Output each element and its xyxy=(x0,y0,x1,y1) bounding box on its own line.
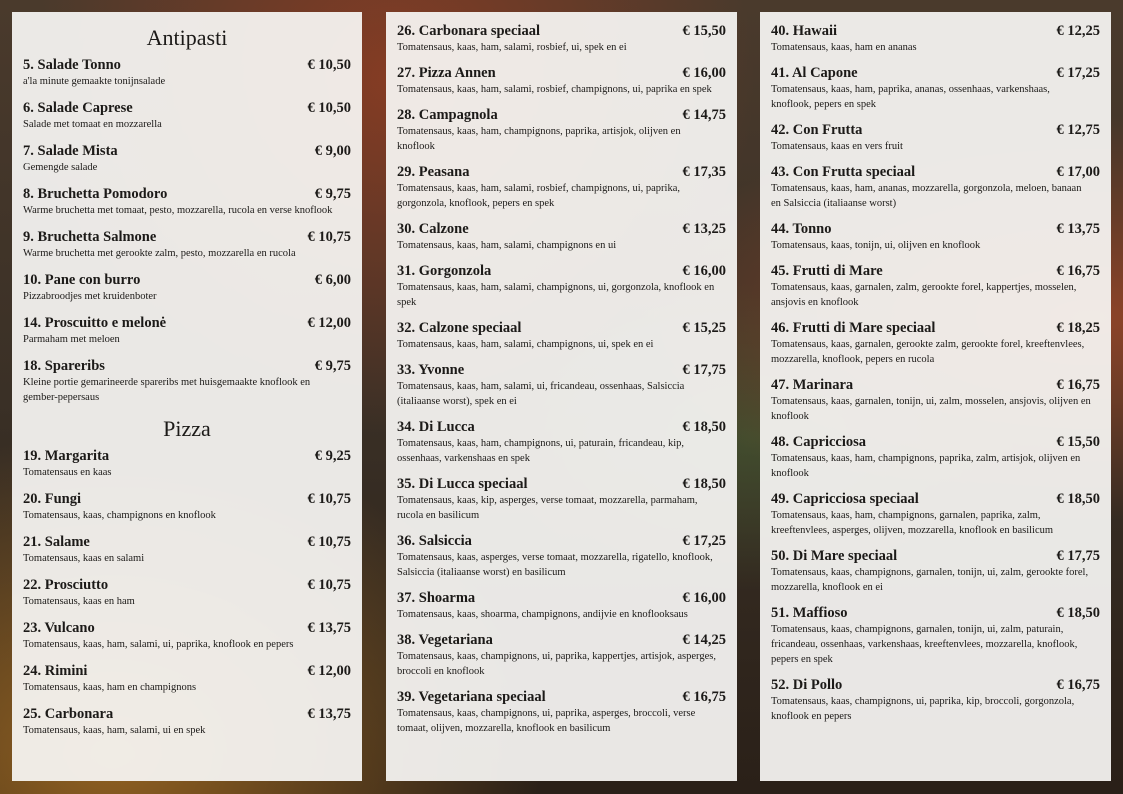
menu-item-description: Tomatensaus, kaas, kip, asperges, verse tomaat, mozzarella, parmaham, rucola en basilicum xyxy=(397,495,698,521)
menu-item-description: Tomatensaus, kaas, asperges, verse tomaat, mozzarella, rigatello, knoflook, Salsiccia (italiaanse worst) en basilicum xyxy=(397,552,713,578)
menu-item-description: Tomatensaus, kaas, tonijn, ui, olijven en knoflook xyxy=(771,240,981,251)
menu-item-description: Tomatensaus, kaas, champignons, garnalen, tonijn, ui, zalm, paturain, fricandeau, ossenhaas, varkenshaas, kreeftenvlees, mozzarella, knoflook, pepers en spek xyxy=(771,624,1078,665)
menu-item-header xyxy=(397,64,726,82)
menu-item-name: 14. Proscuitto e melonė xyxy=(23,315,167,331)
menu-item-header xyxy=(23,271,351,289)
menu-item-name: 9. Bruchetta Salmone xyxy=(23,229,157,245)
menu-item-header xyxy=(771,64,1100,82)
menu-item xyxy=(23,99,351,132)
menu-item-price: € 13,75 xyxy=(307,620,351,636)
menu-item-description: Tomatensaus, kaas, ham, salami, champignons, ui, gorgonzola, knoflook en spek xyxy=(397,282,715,308)
menu-item-name: 18. Spareribs xyxy=(23,358,105,374)
menu-item-header xyxy=(23,185,351,203)
menu-item xyxy=(397,418,726,466)
menu-item-description: Tomatensaus, kaas, shoarma, champignons, andijvie en knoflooksaus xyxy=(397,609,688,620)
menu-item-price: € 17,75 xyxy=(682,362,726,378)
menu-item-description: Tomatensaus, kaas, champignons en knoflook xyxy=(23,510,216,521)
menu-item xyxy=(397,532,726,580)
menu-item-name: 46. Frutti di Mare speciaal xyxy=(771,320,936,336)
menu-item xyxy=(771,433,1100,481)
menu-item-name: 24. Rimini xyxy=(23,663,88,679)
menu-panel-right xyxy=(760,12,1111,781)
menu-item-description: Tomatensaus, kaas, ham, salami, rosbief, ui, spek en ei xyxy=(397,42,627,53)
menu-item-price: € 15,50 xyxy=(1056,434,1100,450)
menu-item-header xyxy=(23,314,351,332)
menu-item-description: Tomatensaus, kaas, ham en ananas xyxy=(771,42,917,53)
menu-item xyxy=(23,662,351,695)
menu-item-description: Tomatensaus, kaas, champignons, ui, paprika, kappertjes, artisjok, asperges, broccoli en knoflook xyxy=(397,651,716,677)
menu-item xyxy=(397,106,726,154)
menu-item xyxy=(397,475,726,523)
menu-item-price: € 16,75 xyxy=(1056,263,1100,279)
menu-item-price: € 15,25 xyxy=(682,320,726,336)
menu-item-header xyxy=(23,619,351,637)
menu-item-description: Tomatensaus, kaas, ham, paprika, ananas, ossenhaas, varkenshaas, knoflook, pepers en spek xyxy=(771,84,1050,110)
menu-item-name: 7. Salade Mista xyxy=(23,143,118,159)
menu-item-description: Tomatensaus, kaas, ham, salami, champignons en ui xyxy=(397,240,617,251)
menu-item-name: 39. Vegetariana speciaal xyxy=(397,689,546,705)
menu-item-header xyxy=(397,361,726,379)
menu-item-name: 32. Calzone speciaal xyxy=(397,320,522,336)
menu-item-name: 49. Capricciosa speciaal xyxy=(771,491,919,507)
section-antipasti xyxy=(23,24,351,405)
item-list xyxy=(23,447,351,738)
menu-item-description: Tomatensaus, kaas, champignons, garnalen, tonijn, ui, zalm, gerookte forel, mozzarella, knoflook en ei xyxy=(771,567,1089,593)
menu-item xyxy=(23,619,351,652)
menu-item-price: € 16,00 xyxy=(682,65,726,81)
menu-item-header xyxy=(397,22,726,40)
menu-item-description: Warme bruchetta met tomaat, pesto, mozzarella, rucola en verse knoflook xyxy=(23,205,333,216)
menu-item xyxy=(771,64,1100,112)
menu-item xyxy=(771,376,1100,424)
menu-item-name: 28. Campagnola xyxy=(397,107,498,123)
menu-item-header xyxy=(23,228,351,246)
menu-item xyxy=(23,447,351,480)
menu-item-description: Tomatensaus, kaas, ham, champignons, paprika, zalm, artisjok, olijven en knoflook xyxy=(771,453,1081,479)
menu-item-price: € 9,25 xyxy=(314,448,351,464)
item-list xyxy=(771,22,1100,724)
menu-item xyxy=(771,547,1100,595)
menu-item-header xyxy=(23,99,351,117)
menu-item-description: Tomatensaus, kaas, ham en champignons xyxy=(23,682,197,693)
menu-item-name: 45. Frutti di Mare xyxy=(771,263,883,279)
menu-item xyxy=(397,64,726,97)
menu-item-header xyxy=(771,319,1100,337)
menu-item-description: Parmaham met meloen xyxy=(23,334,120,345)
menu-item xyxy=(23,576,351,609)
menu-item xyxy=(771,490,1100,538)
menu-item-description: Tomatensaus, kaas, garnalen, gerookte zalm, gerookte forel, kreeftenvlees, mozzarella, knoflook, pepers en rucola xyxy=(771,339,1085,365)
menu-item-name: 40. Hawaii xyxy=(771,23,838,39)
menu-item xyxy=(23,314,351,347)
menu-item xyxy=(23,705,351,738)
menu-item xyxy=(397,163,726,211)
menu-item-header xyxy=(771,676,1100,694)
menu-item xyxy=(23,142,351,175)
menu-item-price: € 12,75 xyxy=(1056,122,1100,138)
menu-item-price: € 12,00 xyxy=(307,663,351,679)
menu-item-header xyxy=(397,589,726,607)
menu-item-price: € 12,25 xyxy=(1056,23,1100,39)
menu-item-price: € 17,75 xyxy=(1056,548,1100,564)
section-title: Antipasti xyxy=(146,25,228,50)
menu-item-description: Tomatensaus, kaas, ham, salami, rosbief, champignons, ui, paprika, gorgonzola, knoflook, pepers en spek xyxy=(397,183,680,209)
menu-item xyxy=(771,319,1100,367)
menu-item-header xyxy=(771,220,1100,238)
menu-item-name: 41. Al Capone xyxy=(771,65,858,81)
menu-item xyxy=(397,589,726,622)
menu-item-header xyxy=(397,319,726,337)
menu-item xyxy=(771,22,1100,55)
menu-item xyxy=(397,688,726,736)
menu-item xyxy=(23,533,351,566)
menu-item-description: Kleine portie gemarineerde spareribs met huisgemaakte knoflook en gember-pepersaus xyxy=(23,377,311,403)
menu-item-name: 5. Salade Tonno xyxy=(23,57,121,73)
menu-item-description: Tomatensaus, kaas, ham, salami, rosbief, champignons, ui, paprika en spek xyxy=(397,84,712,95)
menu-item-description: Tomatensaus, kaas, ham, salami, champignons, ui, spek en ei xyxy=(397,339,654,350)
menu-item-price: € 14,25 xyxy=(682,632,726,648)
menu-item-header xyxy=(397,631,726,649)
menu-item-header xyxy=(23,357,351,375)
menu-item-name: 6. Salade Caprese xyxy=(23,100,133,116)
menu-item-description: Tomatensaus, kaas en vers fruit xyxy=(771,141,903,152)
menu-item-header xyxy=(23,447,351,465)
menu-item-header xyxy=(23,576,351,594)
menu-item-header xyxy=(771,376,1100,394)
menu-item-price: € 17,35 xyxy=(682,164,726,180)
menu-item-price: € 10,50 xyxy=(307,100,351,116)
menu-item-price: € 14,75 xyxy=(682,107,726,123)
menu-item xyxy=(23,357,351,405)
menu-item-description: Tomatensaus, kaas, garnalen, zalm, gerookte forel, kappertjes, mosselen, ansjovis en knoflook xyxy=(771,282,1077,308)
menu-item-description: Tomatensaus, kaas, champignons, ui, paprika, kip, broccoli, gorgonzola, knoflook en pepers xyxy=(771,696,1075,722)
menu-item-name: 20. Fungi xyxy=(23,491,82,507)
menu-item-header xyxy=(23,533,351,551)
menu-item-price: € 9,75 xyxy=(314,186,351,202)
menu-item xyxy=(771,220,1100,253)
menu-item-description: Gemengde salade xyxy=(23,162,98,173)
menu-item-price: € 16,00 xyxy=(682,590,726,606)
menu-item-header xyxy=(23,56,351,74)
menu-item-name: 8. Bruchetta Pomodoro xyxy=(23,186,168,202)
menu-item-header xyxy=(397,220,726,238)
menu-item-description: Tomatensaus, kaas en salami xyxy=(23,553,145,564)
menu-item-name: 44. Tonno xyxy=(771,221,832,237)
menu-item-price: € 13,25 xyxy=(682,221,726,237)
menu-item-price: € 17,25 xyxy=(1056,65,1100,81)
item-list xyxy=(23,56,351,405)
menu-item-name: 10. Pane con burro xyxy=(23,272,141,288)
menu-item-name: 37. Shoarma xyxy=(397,590,476,606)
menu-item-header xyxy=(771,121,1100,139)
menu-item-description: Tomatensaus, kaas, ham, salami, ui, fricandeau, ossenhaas, Salsiccia (italiaanse worst), spek en ei xyxy=(397,381,685,407)
menu-item-price: € 10,75 xyxy=(307,491,351,507)
menu-item-price: € 10,75 xyxy=(307,577,351,593)
menu-item-name: 34. Di Lucca xyxy=(397,419,475,435)
menu-item-price: € 17,00 xyxy=(1056,164,1100,180)
menu-item-name: 21. Salame xyxy=(23,534,90,550)
menu-item-name: 51. Maffioso xyxy=(771,605,848,621)
menu-item xyxy=(397,22,726,55)
menu-item-description: Tomatensaus, kaas, ham, ananas, mozzarella, gorgonzola, meloen, banaan en Salsiccia (italiaanse worst) xyxy=(771,183,1082,209)
menu-item-header xyxy=(23,490,351,508)
menu-item-price: € 15,50 xyxy=(682,23,726,39)
menu-item-price: € 17,25 xyxy=(682,533,726,549)
menu-item-price: € 16,75 xyxy=(1056,677,1100,693)
menu-item-description: Tomatensaus, kaas, ham, salami, ui, paprika, knoflook en pepers xyxy=(23,639,294,650)
menu-item-header xyxy=(397,163,726,181)
menu-item-description: Tomatensaus, kaas, ham, champignons, paprika, artisjok, olijven en knoflook xyxy=(397,126,681,152)
menu-item-price: € 10,50 xyxy=(307,57,351,73)
menu-item xyxy=(771,121,1100,154)
menu-item-name: 42. Con Frutta xyxy=(771,122,863,138)
menu-item-description: Tomatensaus, kaas, ham, salami, ui en spek xyxy=(23,725,206,736)
menu-item-header xyxy=(771,547,1100,565)
menu-item-price: € 18,50 xyxy=(1056,605,1100,621)
section-title: Pizza xyxy=(163,416,211,441)
menu-item-header xyxy=(397,475,726,493)
menu-item-description: a'la minute gemaakte tonijnsalade xyxy=(23,76,166,87)
menu-item-price: € 18,50 xyxy=(682,476,726,492)
menu-item-price: € 16,00 xyxy=(682,263,726,279)
menu-item-price: € 9,00 xyxy=(314,143,351,159)
menu-item-name: 35. Di Lucca speciaal xyxy=(397,476,528,492)
menu-item xyxy=(397,361,726,409)
menu-item-header xyxy=(23,142,351,160)
menu-item xyxy=(397,220,726,253)
menu-item-name: 38. Vegetariana xyxy=(397,632,493,648)
menu-item-name: 19. Margarita xyxy=(23,448,110,464)
menu-item-header xyxy=(771,262,1100,280)
menu-item-price: € 16,75 xyxy=(1056,377,1100,393)
menu-panel-left xyxy=(12,12,362,781)
menu-item-name: 50. Di Mare speciaal xyxy=(771,548,898,564)
menu-item-header xyxy=(397,418,726,436)
menu-item-description: Salade met tomaat en mozzarella xyxy=(23,119,162,130)
menu-item-header xyxy=(771,490,1100,508)
menu-item xyxy=(397,319,726,352)
menu-item-description: Pizzabroodjes met kruidenboter xyxy=(23,291,157,302)
menu-item-name: 33. Yvonne xyxy=(397,362,465,378)
menu-item-header xyxy=(397,532,726,550)
menu-item-price: € 6,00 xyxy=(314,272,351,288)
menu-item xyxy=(771,262,1100,310)
menu-item-name: 43. Con Frutta speciaal xyxy=(771,164,916,180)
menu-item xyxy=(771,163,1100,211)
menu-item-name: 52. Di Pollo xyxy=(771,677,843,693)
menu-item xyxy=(23,56,351,89)
menu-item xyxy=(397,631,726,679)
menu-item-price: € 16,75 xyxy=(682,689,726,705)
menu-item-header xyxy=(23,705,351,723)
menu-item xyxy=(397,262,726,310)
menu-item-price: € 18,50 xyxy=(1056,491,1100,507)
menu-item-header xyxy=(397,688,726,706)
menu-item-description: Tomatensaus, kaas, champignons, ui, paprika, asperges, broccoli, verse tomaat, olijven, mozzarella, knoflook en basilicum xyxy=(397,708,696,734)
menu-item-price: € 13,75 xyxy=(1056,221,1100,237)
menu-item-name: 22. Prosciutto xyxy=(23,577,109,593)
menu-item-description: Warme bruchetta met gerookte zalm, pesto, mozzarella en rucola xyxy=(23,248,296,259)
menu-item-name: 48. Capricciosa xyxy=(771,434,867,450)
menu-item-name: 29. Peasana xyxy=(397,164,470,180)
menu-item-name: 23. Vulcano xyxy=(23,620,95,636)
menu-item-name: 25. Carbonara xyxy=(23,706,114,722)
menu-item-name: 30. Calzone xyxy=(397,221,469,237)
menu-item-description: Tomatensaus, kaas, garnalen, tonijn, ui, zalm, mosselen, ansjovis, olijven en knoflook xyxy=(771,396,1091,422)
item-list xyxy=(397,22,726,736)
menu-item-name: 31. Gorgonzola xyxy=(397,263,492,279)
menu-item-description: Tomatensaus en kaas xyxy=(23,467,112,478)
menu-item-header xyxy=(771,163,1100,181)
menu-item xyxy=(23,271,351,304)
menu-item-description: Tomatensaus, kaas, ham, champignons, garnalen, paprika, zalm, kreeftenvlees, asperges, olijven, mozzarella, knoflook en basilicum xyxy=(771,510,1054,536)
section-pizza xyxy=(23,415,351,738)
menu-item-description: Tomatensaus, kaas, ham, champignons, ui, paturain, fricandeau, kip, ossenhaas, varkenshaas en spek xyxy=(397,438,685,464)
menu-item-header xyxy=(771,433,1100,451)
menu-item xyxy=(23,228,351,261)
menu-item-name: 47. Marinara xyxy=(771,377,854,393)
menu-item-header xyxy=(23,662,351,680)
menu-item-price: € 10,75 xyxy=(307,229,351,245)
menu-item-price: € 12,00 xyxy=(307,315,351,331)
menu-item-header xyxy=(771,22,1100,40)
menu-item-price: € 18,50 xyxy=(682,419,726,435)
menu-item-price: € 13,75 xyxy=(307,706,351,722)
menu-item xyxy=(23,490,351,523)
menu-item-price: € 18,25 xyxy=(1056,320,1100,336)
menu-item-name: 27. Pizza Annen xyxy=(397,65,496,81)
menu-panel-middle xyxy=(386,12,737,781)
menu-item-price: € 10,75 xyxy=(307,534,351,550)
menu-item xyxy=(771,604,1100,667)
menu-item-name: 26. Carbonara speciaal xyxy=(397,23,540,39)
menu-item-description: Tomatensaus, kaas en ham xyxy=(23,596,135,607)
menu-item-price: € 9,75 xyxy=(314,358,351,374)
menu-item-header xyxy=(397,262,726,280)
menu-item xyxy=(771,676,1100,724)
menu-item-name: 36. Salsiccia xyxy=(397,533,472,549)
menu-item xyxy=(23,185,351,218)
menu-item-header xyxy=(771,604,1100,622)
menu-item-header xyxy=(397,106,726,124)
